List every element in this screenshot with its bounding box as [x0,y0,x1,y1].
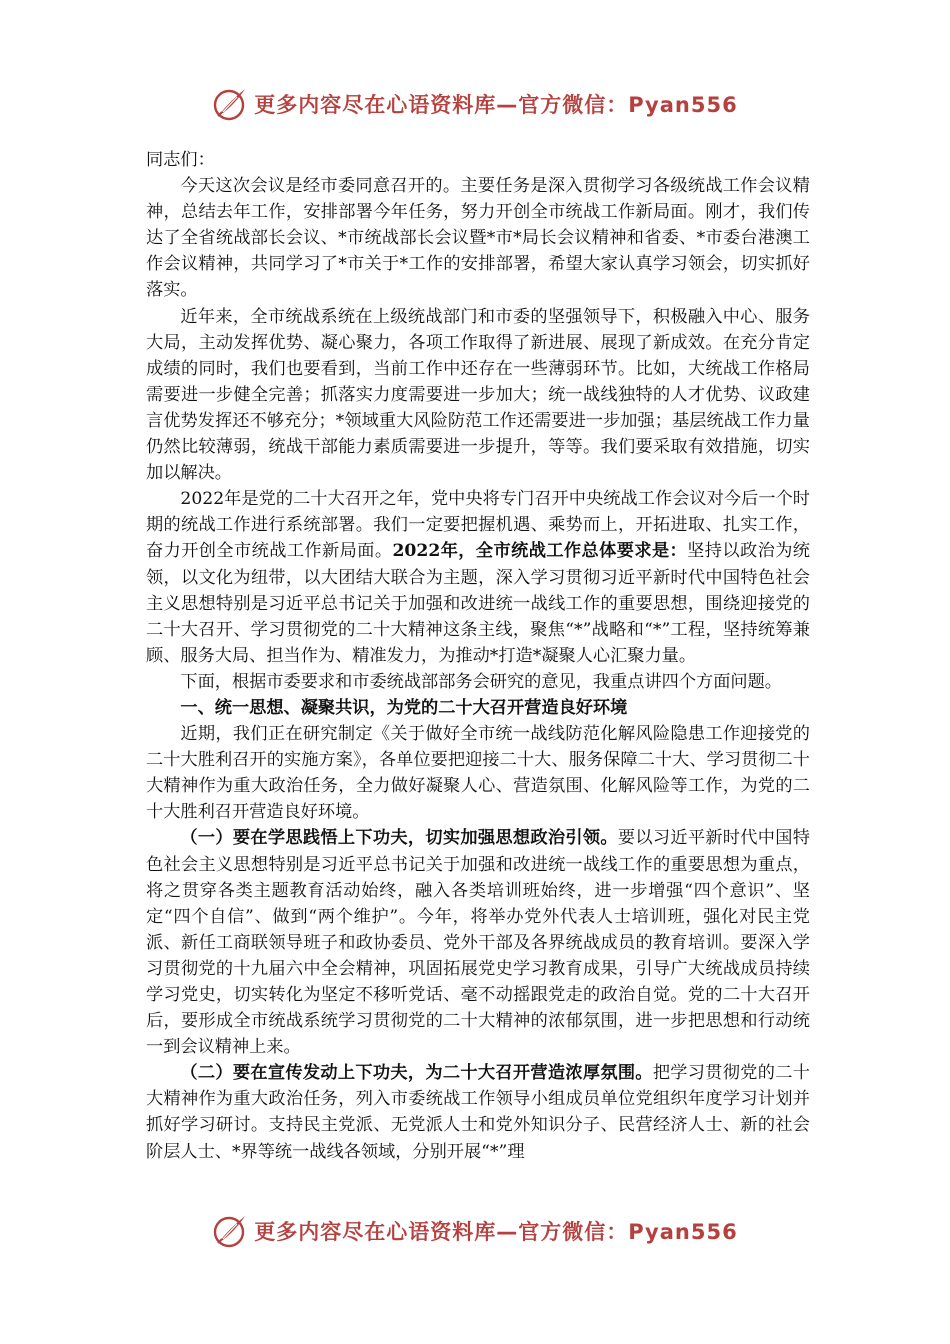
watermark-text: 更多内容尽在心语资料库—官方微信：Pyan556 [254,1220,738,1244]
paragraph-7-bold: （二）要在宣传发动上下功夫，为二十大召开营造浓厚氛围。 [180,1063,653,1084]
paragraph-7-text: 把学习贯彻党的二十大精神作为重大政治任务，列入市委统战工作领导小组成员单位党组织年度学习计划并抓好学习研讨。支持民主党派、无党派人士和党外知识分子、民营经济人士、新的社会阶层人士、*界等统一战线各领域，分别开展“*”理 [146,1063,810,1162]
header-watermark-banner [0,82,950,126]
salutation: 同志们： [146,150,215,170]
paragraph-3-text-a: 2022年是党的二十大召开之年，党中央将专门召开中央统战工作会议对今后一个时期的统战工作进行系统部署。我们一定要把握机遇、乘势而上，开拓进取、扎实工作，奋力开创全市统战工作新局面。 [146,489,810,562]
paragraph-3-text-b: 坚持以政治为统领，以文化为纽带，以大团结大联合为主题，深入学习贯彻习近平新时代中国特色社会主义思想特别是习近平总书记关于加强和改进统一战线工作的重要思想，围绕迎接党的二十大召开、学习贯彻党的二十大精神这条主线，聚焦“*”战略和“*”工程，坚持统筹兼顾、服务大局、担当作为、精准发力，为推动*打造*凝聚人心汇聚力量。 [146,541,810,666]
paragraph-7 [146,1060,810,1164]
feather-pen-circle-logo-icon [212,1213,248,1249]
section-heading-1 [146,695,810,721]
paragraph-3-bold: 2022年，全市统战工作总体要求是： [392,541,688,562]
paragraph-6 [146,825,810,1060]
paragraph-6-bold: （一）要在学思践悟上下功夫，切实加强思想政治引领。 [180,828,618,849]
feather-pen-circle-logo-icon [212,86,248,122]
paragraph-5: 近期，我们正在研究制定《关于做好全市统一战线防范化解风险隐患工作迎接党的二十大胜利召开的实施方案》，各单位要把迎接二十大、服务保障二十大、学习贯彻二十大精神作为重大政治任务，全力做好凝聚人心、营造氛围、化解风险等工作，为党的二十大胜利召开营造良好环境。 [146,724,810,823]
watermark-text: 更多内容尽在心语资料库—官方微信：Pyan556 [254,93,738,117]
paragraph-3 [146,486,810,669]
section-heading-1-text: 一、统一思想、凝聚共识，为党的二十大召开营造良好环境 [180,697,628,718]
paragraph-6-text: 要以习近平新时代中国特色社会主义思想特别是习近平总书记关于加强和改进统一战线工作的重要思想为重点，将之贯穿各类主题教育活动始终，融入各类培训班始终，进一步增强“四个意识”、坚定“四个自信”、做到“两个维护”。今年，将举办党外代表人士培训班，强化对民主党派、新任工商联领导班子和政协委员、党外干部及各界统战成员的教育培训。要深入学习贯彻党的十九届六中全会精神，巩固拓展党史学习教育成果，引导广大统战成员持续学习党史，切实转化为坚定不移听党话、毫不动摇跟党走的政治自觉。党的二十大召开后，要形成全市统战系统学习贯彻党的二十大精神的浓郁氛围，进一步把思想和行动统一到会议精神上来。 [146,828,810,1058]
paragraph-4: 下面，根据市委要求和市委统战部部务会研究的意见，我重点讲四个方面问题。 [180,671,782,692]
paragraph-2: 近年来，全市统战系统在上级统战部门和市委的坚强领导下，积极融入中心、服务大局，主动发挥优势、凝心聚力，各项工作取得了新进展、展现了新成效。在充分肯定成绩的同时，我们也要看到，当前工作中还存在一些薄弱环节。比如，大统战工作格局需要进一步健全完善；抓落实力度需要进一步加大；统一战线独特的人才优势、议政建言优势发挥还不够充分；*领域重大风险防范工作还需要进一步加强；基层统战工作力量仍然比较薄弱，统战干部能力素质需要进一步提升，等等。我们要采取有效措施，切实加以解决。 [146,306,810,484]
document-body [146,147,810,1165]
footer-watermark-banner [0,1209,950,1253]
paragraph-1: 今天这次会议是经市委同意召开的。主要任务是深入贯彻学习各级统战工作会议精神，总结去年工作，安排部署今年任务，努力开创全市统战工作新局面。刚才，我们传达了全省统战部长会议、*市统战部长会议暨*市*局长会议精神和省委、*市委台港澳工作会议精神，共同学习了*市关于*工作的安排部署，希望大家认真学习领会，切实抓好落实。 [146,176,810,301]
